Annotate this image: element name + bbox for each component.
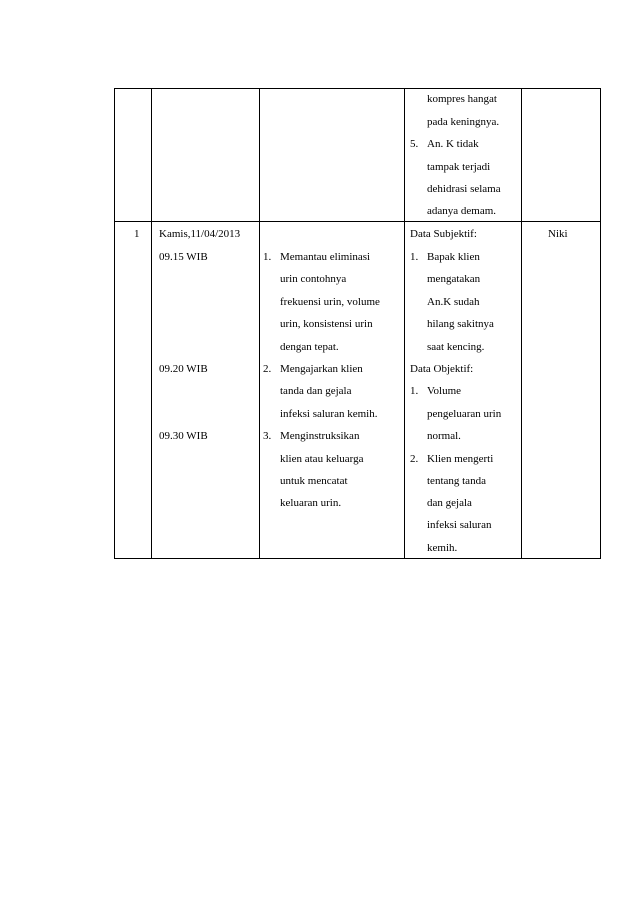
time-cell: 09.30 WIB (159, 430, 208, 442)
evaluation-text: infeksi saluran (427, 519, 492, 531)
signature-cell: Niki (548, 228, 568, 240)
evaluation-text: kemih. (427, 542, 458, 554)
action-text: Mengajarkan klien (280, 363, 363, 375)
nursing-care-table (114, 88, 601, 559)
evaluation-text: pada keningnya. (427, 116, 500, 128)
date-cell: Kamis,11/04/2013 (159, 228, 241, 240)
evaluation-text: Klien mengerti (427, 453, 494, 465)
row-divider (114, 221, 601, 222)
action-text: frekuensi urin, volume (280, 296, 380, 308)
evaluation-text: adanya demam. (427, 205, 497, 217)
action-text: Memantau eliminasi (280, 251, 371, 263)
evaluation-text: Bapak klien (427, 251, 480, 263)
list-number: 3. (263, 430, 272, 442)
list-number: 2. (263, 363, 272, 375)
time-cell: 09.20 WIB (159, 363, 208, 375)
objective-header: Data Objektif: (410, 363, 474, 375)
evaluation-text: normal. (427, 430, 461, 442)
action-text: urin, konsistensi urin (280, 318, 373, 330)
column-border (404, 88, 405, 559)
evaluation-text: hilang sakitnya (427, 318, 494, 330)
evaluation-text: pengeluaran urin (427, 408, 502, 420)
column-border (521, 88, 522, 559)
list-number: 1. (410, 385, 419, 397)
list-number: 1. (263, 251, 272, 263)
action-text: urin contohnya (280, 273, 347, 285)
column-border (114, 88, 115, 559)
evaluation-text: tentang tanda (427, 475, 486, 487)
evaluation-text: dehidrasi selama (427, 183, 501, 195)
evaluation-text: An. K tidak (427, 138, 479, 150)
action-text: tanda dan gejala (280, 385, 352, 397)
action-text: dengan tepat. (280, 341, 339, 353)
column-border (151, 88, 152, 559)
evaluation-text: saat kencing. (427, 341, 485, 353)
evaluation-text: kompres hangat (427, 93, 497, 105)
column-border (259, 88, 260, 559)
action-text: Menginstruksikan (280, 430, 360, 442)
column-border (600, 88, 601, 559)
evaluation-text: dan gejala (427, 497, 472, 509)
evaluation-text: Volume (427, 385, 462, 397)
subjective-header: Data Subjektif: (410, 228, 477, 240)
table-border-top (114, 88, 601, 89)
evaluation-text: An.K sudah (427, 296, 480, 308)
list-number: 2. (410, 453, 419, 465)
list-number: 5. (410, 138, 419, 150)
action-text: klien atau keluarga (280, 453, 364, 465)
evaluation-text: mengatakan (427, 273, 481, 285)
action-text: keluaran urin. (280, 497, 342, 509)
table-border-bottom (114, 558, 601, 559)
action-text: infeksi saluran kemih. (280, 408, 378, 420)
row-number: 1 (134, 228, 140, 240)
time-cell: 09.15 WIB (159, 251, 208, 263)
action-text: untuk mencatat (280, 475, 348, 487)
evaluation-text: tampak terjadi (427, 161, 491, 173)
list-number: 1. (410, 251, 419, 263)
